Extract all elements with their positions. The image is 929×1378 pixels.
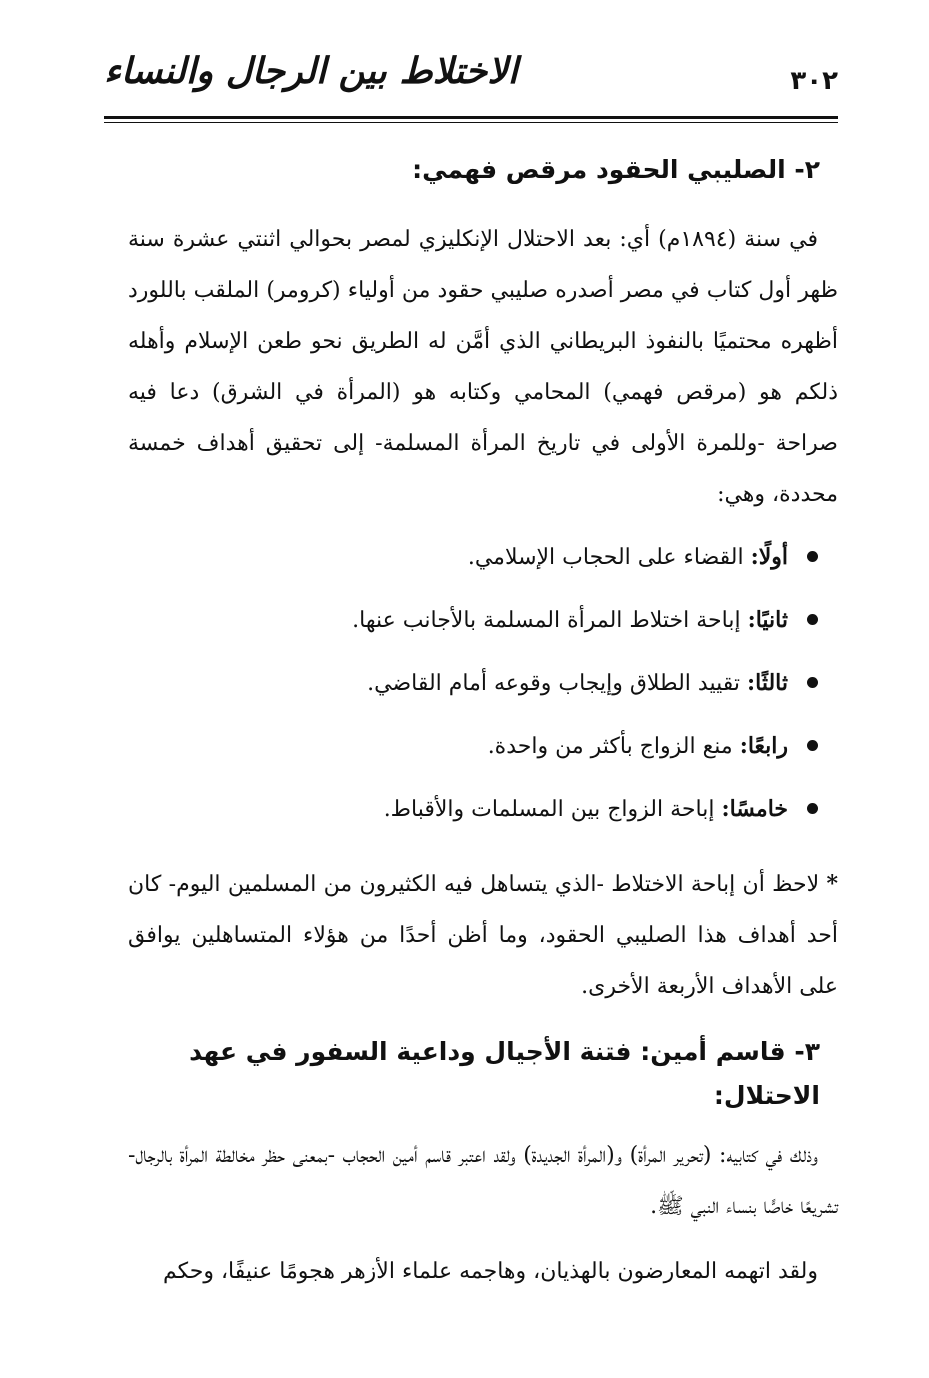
running-header: [104, 48, 838, 112]
bullet-icon: [807, 551, 818, 562]
goal-text: منع الزواج بأكثر من واحدة.: [487, 734, 733, 759]
section-paragraph: وذلك في كتابيه: (تحرير المرأة) و(المرأة الجديدة) ولقد اعتبر قاسم أمين الحجاب -بمعنى حظر مخالطة المرأة بالرجال- تشريعًا خاصًّا بنساء النبي ﷺ.: [128, 1143, 838, 1219]
note-paragraph: [128, 859, 838, 1012]
section-paragraph: ولقد اتهمه المعارضون بالهذيان، وهاجمه علماء الأزهر هجومًا عنيفًا، وحكم: [162, 1259, 818, 1284]
goal-ordinal: أولًا:: [750, 544, 788, 570]
book-title: الاختلاط بين الرجال والنساء: [104, 50, 518, 92]
goal-text: إباحة اختلاط المرأة المسلمة بالأجانب عنها.: [352, 608, 741, 633]
goals-list: [128, 526, 838, 841]
list-item: [128, 715, 838, 778]
asterisk-icon: *: [826, 871, 838, 897]
note-text: لاحظ أن إباحة الاختلاط -الذي يتساهل فيه الكثيرون من المسلمين اليوم- كان أحد أهداف هذا الصليبي الحقود، وما أظن أحدًا من هؤلاء المتساهلين يوافق على الأهداف الأربعة الأخرى.: [128, 872, 838, 999]
section-paragraph: في سنة (١٨٩٤م) أي: بعد الاحتلال الإنكليزي لمصر بحوالي اثنتي عشرة سنة ظهر أول كتاب في مصر أصدره صليبي حقود من أولياء (كرومر) الملقب باللورد أظهره محتميًا بالنفوذ البريطاني الذي أمَّن له الطريق نحو طعن الإسلام وأهله ذلكم هو (مرقص فهمي) المحامي وكتابه هو (المرأة في الشرق) دعا فيه صراحة -وللمرة الأولى في تاريخ المرأة المسلمة- إلى تحقيق أهداف خمسة محددة، وهي:: [128, 227, 838, 507]
list-item: [128, 652, 838, 715]
bullet-icon: [807, 677, 818, 688]
list-item: [128, 589, 838, 652]
goal-text: تقييد الطلاق وإيجاب وقوعه أمام القاضي.: [367, 671, 740, 696]
goal-text: إباحة الزواج بين المسلمات والأقباط.: [383, 797, 715, 822]
header-rule: [104, 116, 838, 119]
list-item: [128, 526, 838, 589]
bullet-icon: [807, 614, 818, 625]
goal-ordinal: خامسًا:: [721, 796, 788, 822]
header-rule-thin: [104, 122, 838, 123]
section-heading-marcus-fahmy: ٢- الصليبي الحقود مرقص فهمي:: [412, 155, 820, 184]
goal-ordinal: ثانيًا:: [747, 607, 788, 633]
goal-ordinal: رابعًا:: [739, 733, 788, 759]
goal-ordinal: ثالثًا:: [747, 670, 788, 696]
section-heading-qasim-amin: ٣- قاسم أمين: فتنة الأجيال وداعية السفور في عهد الاحتلال:: [189, 1037, 820, 1110]
bullet-icon: [807, 803, 818, 814]
page-number: ٣٠٢: [790, 66, 838, 96]
page-content: [128, 148, 838, 1297]
bullet-icon: [807, 740, 818, 751]
goal-text: القضاء على الحجاب الإسلامي.: [467, 545, 744, 570]
list-item: [128, 778, 838, 841]
